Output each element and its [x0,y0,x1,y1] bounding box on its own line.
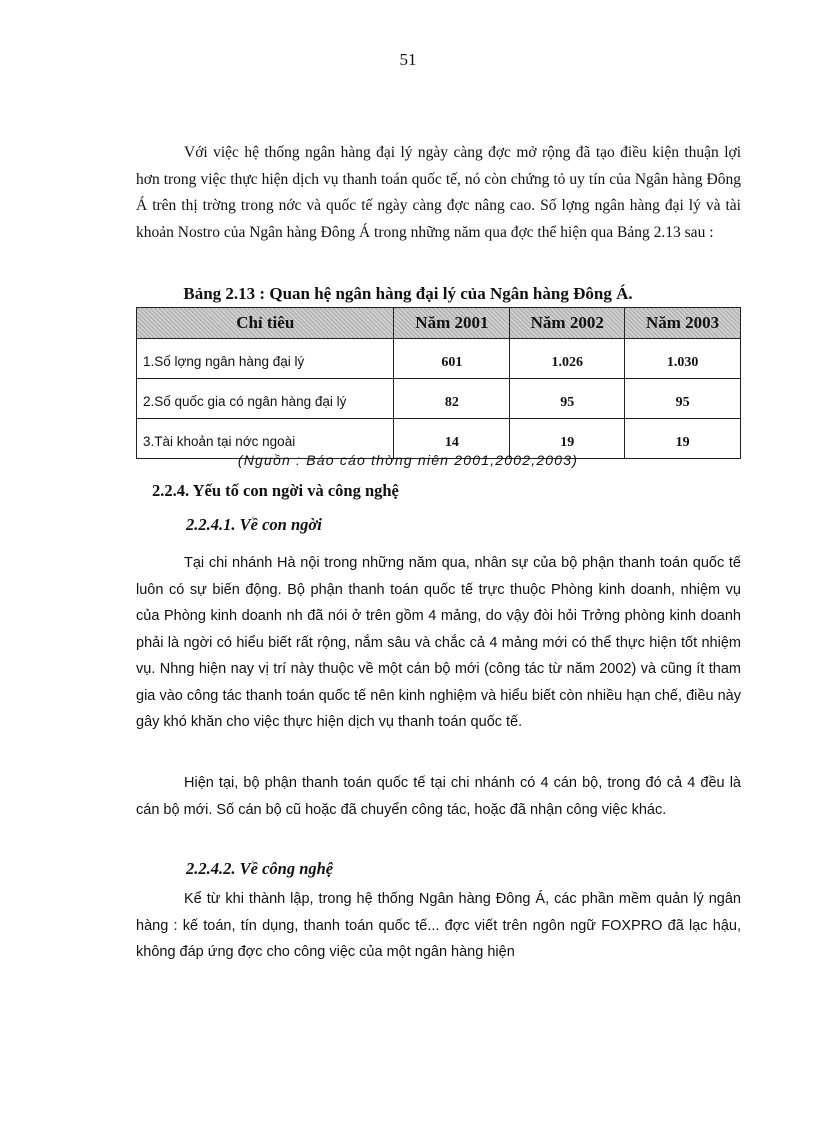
header-cell: Năm 2002 [510,308,625,339]
header-cell: Năm 2003 [625,308,741,339]
table-row [137,379,741,419]
cell-value: 14 [394,419,510,459]
row-label: 2.Số quốc gia có ngân hàng đại lý [137,379,394,419]
cell-value: 82 [394,379,510,419]
people-paragraph-1: Tại chi nhánh Hà nội trong những năm qua, nhân sự của bộ phận thanh toán quốc tế luôn có sự biến động. Bộ phận thanh toán quốc tế trực thuộc Phòng kinh doanh, nhiệm vụ của Phòng kinh doanh nh đã nói ở trên gồm 4 mảng, do vậy đòi hỏi Trởng phòng kinh doanh phải là ngời có hiểu biết rất rộng, nắm sâu và chắc cả 4 mảng mới có thể thực hiện tốt nhiệm vụ. Nhng hiện nay vị trí này thuộc về một cán bộ mới (công tác từ năm 2002) và cũng ít tham gia vào công tác thanh toán quốc tế nên kinh nghiệm và hiểu biết còn nhiều hạn chế, điều này gây khó khăn cho việc thực hiện dịch vụ thanh toán quốc tế. [136,555,741,730]
cell-value: 19 [625,419,741,459]
people-paragraph-2: Hiện tại, bộ phận thanh toán quốc tế tại chi nhánh có 4 cán bộ, trong đó cả 4 đều là cán bộ mới. Số cán bộ cũ hoặc đã chuyển công tác, hoặc đã nhận công việc khác. [136,775,741,818]
agency-bank-table [136,307,741,459]
cell-value: 601 [394,339,510,379]
table-header-row [137,308,741,339]
cell-value: 19 [510,419,625,459]
table-caption: Bảng 2.13 : Quan hệ ngân hàng đại lý của Ngân hàng Đông Á. [183,284,633,303]
table-row [137,339,741,379]
technology-paragraph-1: Kể từ khi thành lập, trong hệ thống Ngân hàng Đông Á, các phần mềm quản lý ngân hàng : kế toán, tín dụng, thanh toán quốc tế... đợc viết trên ngôn ngữ FOXPRO đã lạc hậu, không đáp ứng đợc cho công việc của một ngân hàng hiện [136,891,741,960]
subsection-heading-people: 2.2.4.1. Về con ngời [186,515,322,534]
cell-value: 1.030 [625,339,741,379]
cell-value: 95 [510,379,625,419]
cell-value: 95 [625,379,741,419]
page-number: 51 [399,50,417,69]
row-label: 1.Số lợng ngân hàng đại lý [137,339,394,379]
header-cell: Năm 2001 [394,308,510,339]
header-cell: Chỉ tiêu [137,308,394,339]
cell-value: 1.026 [510,339,625,379]
intro-paragraph: Với việc hệ thống ngân hàng đại lý ngày càng đợc mở rộng đã tạo điều kiện thuận lợi hơn trong việc thực hiện dịch vụ thanh toán quốc tế, nó còn chứng tỏ uy tín của Ngân hàng Đông Á trên thị trờng trong nớc và quốc tế ngày càng đợc nâng cao. Số lợng ngân hàng đại lý và tài khoản Nostro của Ngân hàng Đông Á trong những năm qua đợc thể hiện qua Bảng 2.13 sau : [136,144,741,241]
section-heading: 2.2.4. Yếu tố con ngời và công nghệ [152,481,399,500]
table-source: (Nguồn : Báo cáo thờng niên 2001,2002,2003) [237,452,579,468]
subsection-heading-technology: 2.2.4.2. Về công nghệ [186,859,334,878]
row-label: 3.Tài khoản tại nớc ngoài [137,419,394,459]
